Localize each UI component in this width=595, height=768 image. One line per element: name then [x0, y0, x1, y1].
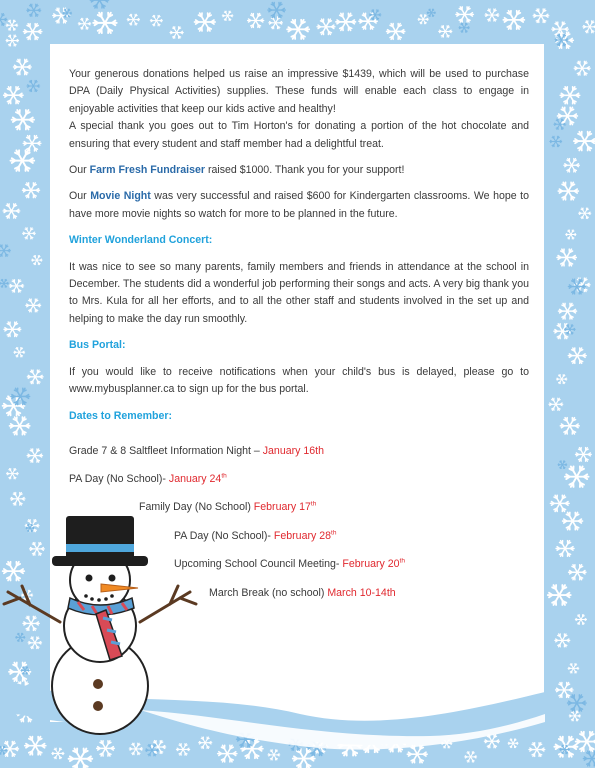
snowflake-icon: [418, 15, 428, 24]
movie-night-highlight: Movie Night: [90, 190, 151, 203]
snowflake-icon: [78, 18, 90, 29]
snowflake-icon: [550, 136, 562, 146]
snowflake-icon: [4, 322, 21, 337]
snowflake-icon: [575, 448, 591, 462]
snowflake-icon: [10, 493, 24, 506]
snowflake-icon: [12, 110, 34, 129]
snowflake-icon: [459, 23, 469, 32]
snowflake-icon: [550, 495, 569, 511]
farm-fresh-pre: Our: [69, 164, 90, 177]
newsletter-body: [69, 66, 529, 425]
date-item: Upcoming School Council Meeting- February 20th: [174, 557, 405, 570]
winter-concert-body: It was nice to see so many parents, family members and friends in attendance at the school in December. The students did a wonderful job performing their songs and acts. A very big thank you to Mrs. Kula for all her efforts, and to all the other staff and students involved in the set up and helping to make the day run smoothly.: [69, 260, 529, 325]
snowflake-icon: [568, 279, 585, 294]
farm-fresh-paragraph: [69, 162, 529, 179]
snowflake-icon: [336, 13, 356, 30]
bus-portal-heading: Bus Portal:: [69, 339, 126, 352]
snowflake-icon: [559, 303, 577, 319]
snowflake-icon: [558, 461, 567, 469]
snowflake-icon: [90, 0, 108, 8]
snowflake-icon: [560, 87, 579, 104]
snowflake-icon: [287, 20, 309, 39]
farm-fresh-post: raised $1000. Thank you for your support!: [205, 164, 405, 177]
snowflake-icon: [10, 417, 30, 435]
snowflake-icon: [53, 8, 70, 23]
snowflake-icon: [269, 17, 283, 29]
snowflake-icon: [268, 3, 285, 18]
snowflake-icon: [27, 370, 43, 384]
snowflake-icon: [27, 449, 42, 462]
snowflake-icon: [0, 14, 7, 26]
snowflake-icon: [563, 512, 583, 529]
snowman-illustration: [0, 508, 200, 738]
snowflake-icon: [574, 132, 595, 151]
winter-concert-heading: Winter Wonderland Concert:: [69, 234, 213, 247]
snowflake-icon: [23, 136, 41, 151]
snowflake-icon: [9, 280, 23, 292]
snowflake-icon: [248, 13, 264, 27]
bus-portal-body: If you would like to receive notifications when your child's bus is delayed, please go to www.mybusplanner.ca to sign up for the bus portal.: [69, 365, 529, 396]
snowflake-icon: [579, 208, 591, 219]
movie-night-paragraph: [69, 188, 529, 223]
snowflake-icon: [0, 279, 8, 287]
snowflake-icon: [485, 9, 499, 21]
button-icon: [93, 679, 103, 689]
snowflake-icon: [23, 228, 36, 239]
snowflake-icon: [0, 245, 10, 256]
button-icon: [93, 701, 103, 711]
snowflake-icon: [6, 469, 18, 479]
date-item: PA Day (No School)- January 24th: [69, 472, 227, 485]
movie-night-pre: Our: [69, 190, 91, 203]
snowflake-icon: [439, 26, 452, 37]
snowflake-icon: [127, 14, 139, 25]
snowflake-icon: [556, 375, 566, 384]
snowflake-icon: [568, 348, 586, 363]
snowflake-icon: [564, 158, 579, 171]
snowflake-icon: [32, 256, 42, 265]
snowflake-icon: [93, 13, 116, 33]
snowflake-icon: [387, 24, 405, 40]
snowflake-icon: [549, 398, 563, 410]
snowflake-icon: [583, 21, 595, 33]
date-item: Grade 7 & 8 Saltfleet Information Night – January 16th: [69, 445, 324, 457]
snowflake-icon: [170, 27, 183, 39]
snowman-eye: [109, 575, 116, 582]
snowflake-icon: [27, 80, 40, 91]
snowflake-icon: [548, 585, 571, 605]
snowflake-icon: [24, 24, 42, 40]
snowflake-icon: [222, 11, 233, 20]
snowflake-icon: [6, 20, 18, 30]
snowflake-icon: [4, 87, 23, 104]
snowflake-icon: [566, 230, 576, 239]
snowflake-icon: [27, 4, 41, 16]
snowflake-icon: [6, 35, 19, 46]
date-item: Family Day (No School) February 17th: [139, 500, 317, 513]
snowflake-icon: [503, 11, 524, 29]
snowman-eye: [86, 575, 93, 582]
date-item: March Break (no school) March 10-14th: [209, 587, 396, 599]
snowflake-icon: [558, 182, 578, 199]
snowflake-icon: [556, 541, 574, 557]
snowflake-icon: [560, 418, 579, 434]
snowflake-icon: [11, 150, 35, 171]
dates-heading: Dates to Remember:: [69, 409, 173, 422]
snowflake-icon: [427, 9, 435, 16]
snowflake-icon: [575, 615, 586, 625]
snowflake-icon: [533, 9, 549, 23]
movie-night-post: was very successful and raised $600 for Kindergarten classrooms. We hope to have more movie nights so watch for more to be planned in the future.: [69, 190, 530, 220]
snowflake-icon: [369, 10, 381, 20]
snowflake-icon: [23, 183, 40, 198]
snowflake-icon: [14, 59, 32, 74]
snowflake-icon: [3, 204, 20, 218]
snowflake-icon: [195, 13, 216, 31]
farm-fresh-highlight: Farm Fresh Fundraiser: [89, 164, 205, 177]
snowflake-icon: [574, 61, 590, 75]
snowflake-icon: [317, 19, 335, 34]
date-item: PA Day (No School)- February 28th: [174, 529, 337, 542]
snowflake-icon: [150, 15, 162, 26]
snowflake-icon: [565, 466, 589, 486]
tim-hortons-paragraph: A special thank you goes out to Tim Horton's for donating a portion of the hot chocolate and ensuring that every student and staff member had a delightful treat.: [69, 120, 529, 150]
snowflake-icon: [11, 388, 30, 404]
snowflake-icon: [26, 299, 41, 312]
snowflake-icon: [557, 249, 576, 266]
snowflake-icon: [574, 278, 590, 291]
donation-paragraph: Your generous donations helped us raise an impressive $1439, which will be used to purchase DPA (Daily Physical Activities) supplies. These funds will enable each class to engage in enjoyable activities that keep our kids active and healthy!: [69, 68, 529, 115]
snowflake-icon: [569, 565, 586, 580]
snowflake-icon: [456, 7, 474, 22]
snowflake-icon: [14, 348, 25, 357]
